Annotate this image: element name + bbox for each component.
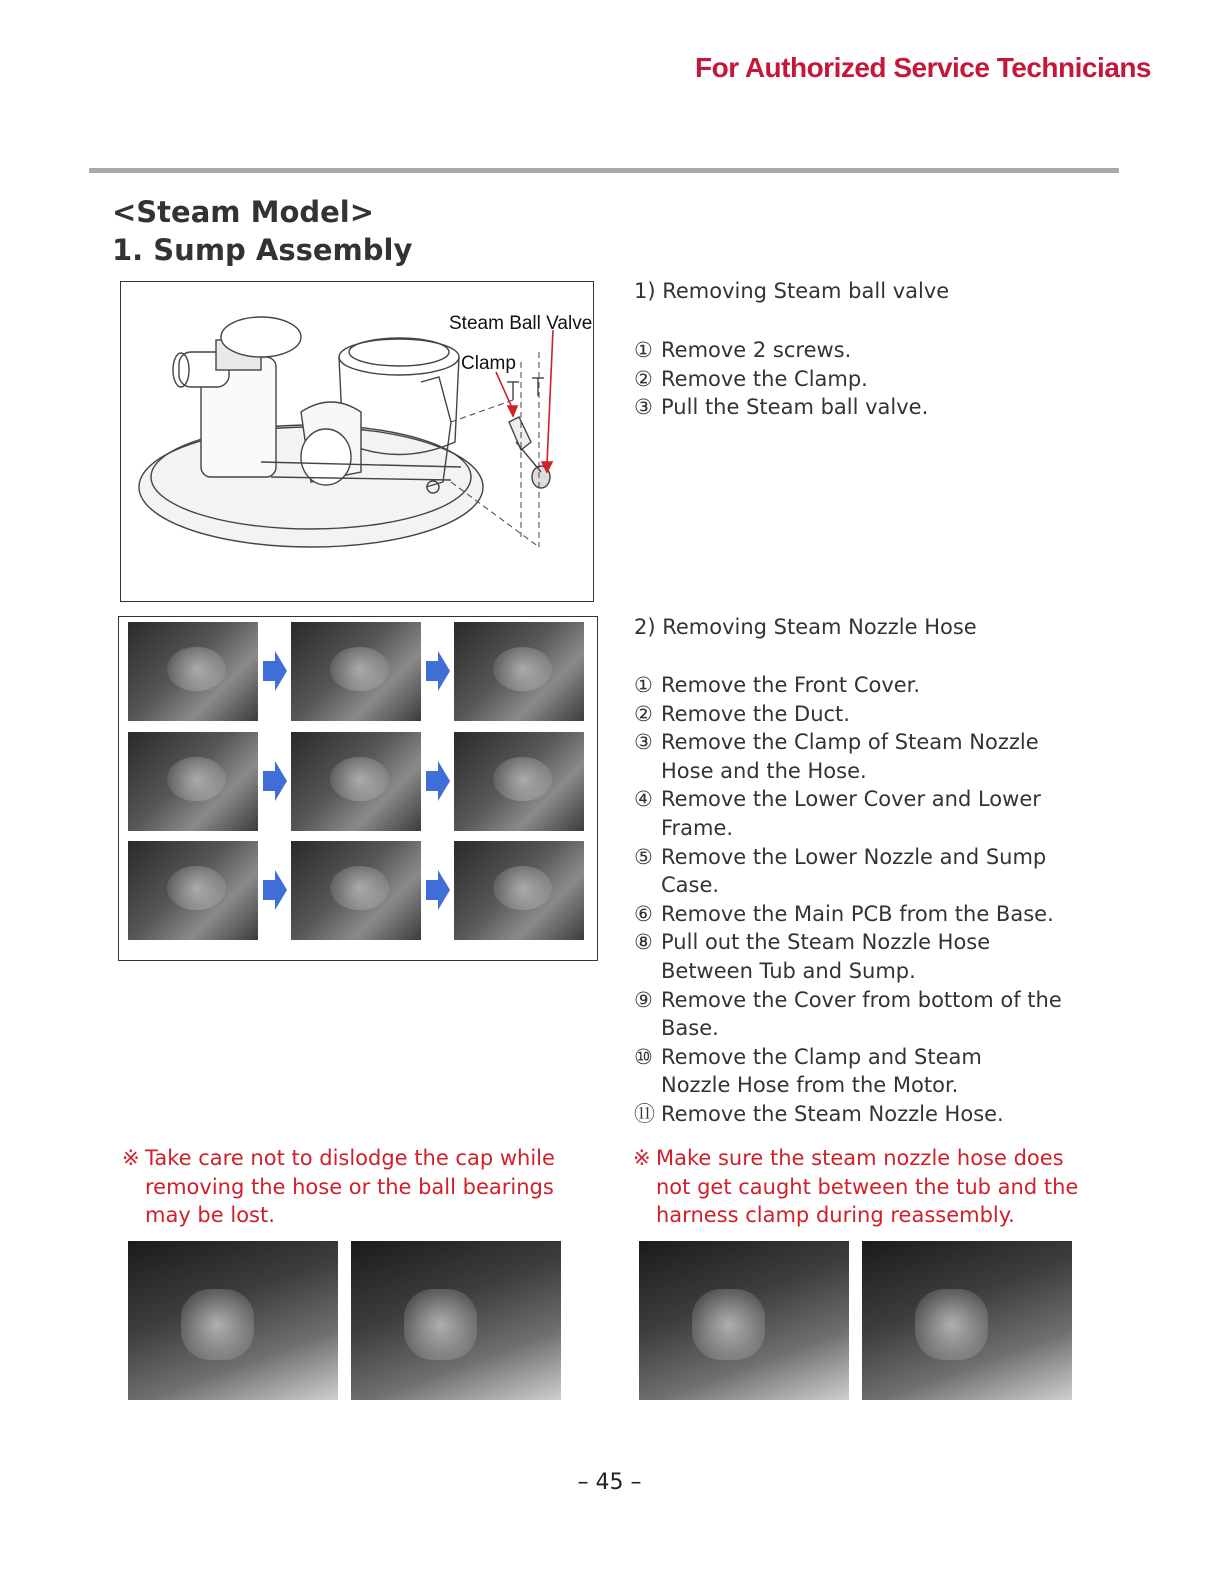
warning-left [122,1144,602,1230]
arrow-right-icon [263,761,287,801]
step-number: ① [634,338,653,362]
warning-mark-icon: ※ [122,1146,140,1170]
step-text: Remove 2 screws. [661,338,852,362]
process-photo [291,841,421,940]
nozzle-hose-photo-grid [118,616,598,961]
process-photo [454,732,584,831]
step-text: Remove the Clamp and Steam Nozzle Hose from the Motor. [661,1044,982,1098]
cap-removal-photo [351,1241,561,1400]
step-text: Remove the Front Cover. [661,673,921,697]
warning-mark-icon: ※ [633,1146,651,1170]
process-photo [128,622,258,721]
arrow-right-icon [263,651,287,691]
process-photo [291,622,421,721]
step-item [634,900,1094,929]
process-photo [128,732,258,831]
section-title: <Steam Model> [112,195,375,229]
step-text: Remove the Lower Nozzle and Sump Case. [661,844,1047,898]
step-text: Remove the Steam Nozzle Hose. [661,1101,1004,1126]
subsection-title: 1. Sump Assembly [112,233,413,267]
process-photo [291,732,421,831]
cap-removal-photo [128,1241,338,1400]
section1-steps [634,336,1094,422]
step-item [634,785,1094,842]
section2-steps [634,671,1094,1129]
step-text: Remove the Duct. [661,701,850,726]
callout-steam-ball-valve: Steam Ball Valve [449,313,593,334]
step-text: Remove the Cover from bottom of the Base. [661,987,1062,1041]
step-number: ④ [634,787,653,812]
arrow-right-icon [426,651,450,691]
hose-routing-photo [639,1241,849,1400]
warning-text: Take care not to dislodge the cap while removing the hose or the ball bearings may be lost. [145,1146,555,1228]
step-item [634,928,1094,985]
step-number: ③ [634,730,653,755]
step-number: ⑥ [634,901,653,926]
step-number: ① [634,673,653,697]
warning-right [633,1144,1088,1230]
step-text: Remove the Main PCB from the Base. [661,901,1054,926]
step-number: ⑧ [634,930,653,955]
step-item [634,671,1094,700]
process-photo [454,841,584,940]
step-text: Pull the Steam ball valve. [661,395,929,420]
step-number: ⑩ [634,1044,653,1069]
step-text: Remove the Clamp of Steam Nozzle Hose and the Hose. [661,730,1039,783]
process-photo [128,841,258,940]
section2-heading: 2) Removing Steam Nozzle Hose [634,615,977,639]
arrow-right-icon [426,870,450,910]
warning-text: Make sure the steam nozzle hose does not get caught between the tub and the harness clamp during reassembly. [656,1146,1079,1228]
process-photo [454,622,584,721]
header-rule [89,168,1119,173]
step-text: Pull out the Steam Nozzle Hose Between Tub and Sump. [661,930,991,983]
hose-routing-photo [862,1241,1072,1400]
step-item [634,1100,1094,1129]
header-note: For Authorized Service Technicians [694,52,1151,83]
page-number: – 45 – [577,1470,642,1495]
arrow-right-icon [263,870,287,910]
arrow-right-icon [426,761,450,801]
step-item [634,393,1094,422]
step-item [634,336,1094,365]
step-item [634,843,1094,900]
step-item [634,700,1094,729]
step-number: ② [634,701,653,726]
step-item [634,365,1094,394]
step-number: ⑨ [634,987,653,1012]
step-item [634,728,1094,785]
step-number: ⑤ [634,844,653,869]
step-item [634,1043,1094,1100]
section1-heading: 1) Removing Steam ball valve [634,279,950,303]
sump-diagram-figure [120,281,594,602]
step-item [634,986,1094,1043]
step-number: ③ [634,395,653,420]
callout-clamp: Clamp [461,353,516,374]
step-text: Remove the Lower Cover and Lower Frame. [661,787,1041,840]
step-text: Remove the Clamp. [661,366,868,391]
step-number: ⑪ [634,1101,655,1126]
step-number: ② [634,366,653,391]
